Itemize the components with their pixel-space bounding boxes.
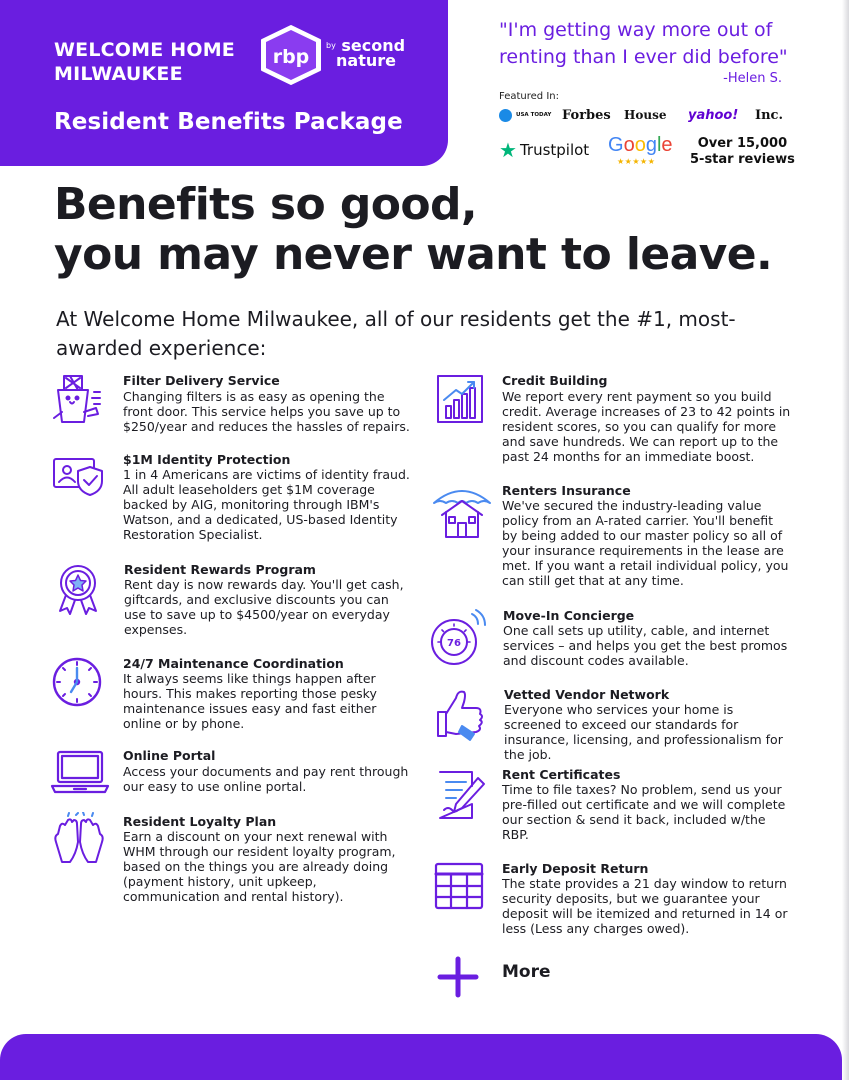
more-link[interactable]: More [502,962,551,982]
banner-title: WELCOME HOME MILWAUKEE [54,39,235,85]
benefit-title: $1M Identity Protection [123,452,291,467]
benefit-desc: Time to file taxes? No problem, send us your pre-filled out certificate and we will complete our section & send it back, included w/the RBP. [502,782,786,842]
intro-text: At Welcome Home Milwaukee, all of our residents get the #1, most-awarded experience: [56,307,736,360]
benefit-desc: It always seems like things happen after hours. This makes reporting those pesky maintenance issues easy and fast either online or by phone. [123,671,377,731]
yahoo-logo: yahoo! [688,107,739,123]
benefit-title: Move-In Concierge [503,608,635,623]
trustpilot-logo: ★ Trustpilot [499,138,590,162]
id-shield-icon [50,451,106,507]
thumbs-up-icon [432,686,488,742]
benefit-desc: Earn a discount on your next renewal with WHM through our resident loyalty program, based on the things you are already doing (payment history, unit upkeep, communication and rental history). [123,829,396,904]
clock-icon [50,654,106,710]
high-five-icon [50,812,106,868]
inc-logo: Inc. [755,107,783,123]
benefit-title: Resident Rewards Program [124,562,316,577]
usa-today-logo: USA TODAY [499,104,551,126]
forbes-logo: Forbes [562,107,611,123]
filter-box-icon [50,372,106,428]
google-rating-stars: ★★★★★ [617,157,656,166]
house-umbrella-icon [432,481,488,537]
house-logo: House [624,108,667,122]
benefit-title: Resident Loyalty Plan [123,814,277,829]
growth-chart-icon [432,372,488,428]
testimonial-author: -Helen S. [723,71,782,86]
footer-band [0,1034,842,1080]
benefit-desc: We've secured the industry-leading value policy from an A-rated carrier. You'll benefit by being added to our master policy so all of your insurance requirements in the lease are met. If you want a retail individual policy, you can still get that at any time. [502,498,789,588]
benefit-desc: We report every rent payment so you build credit. Average increases of 23 to 42 points in resident scores, so you can qualify for more and save hundreds. We can report up to the past 24 months for an immediate boost. [502,389,791,464]
main-headline: Benefits so good, you may never want to leave. [54,179,773,280]
google-logo: Google [608,134,673,156]
benefit-desc: Changing filters is as easy as opening the front door. This service helps you save up to $250/year and reduces the hassles of repairs. [123,389,410,434]
trustpilot-star-icon: ★ [499,138,517,162]
benefit-title: Online Portal [123,748,216,763]
benefit-title: Renters Insurance [502,483,631,498]
laptop-icon [50,746,106,802]
benefit-desc: 1 in 4 Americans are victims of identity fraud. All adult leaseholders get $1M coverage backed by AIG, monitoring through IBM's Watson, and a dedicated, US-based Identity Restoration Specialist. [123,467,410,542]
plus-icon[interactable] [437,956,479,998]
rbp-logo-text: rbp [272,46,310,68]
benefit-title: Filter Delivery Service [123,373,280,388]
benefit-desc: One call sets up utility, cable, and internet services – and helps you get the best promos and discount codes available. [503,623,788,668]
document-pen-icon [432,766,488,822]
testimonial-quote: "I'm getting way more out of renting than I ever did before" [499,19,788,68]
benefit-desc: Everyone who services your home is screened to exceed our standards for insurance, licensing, and professionalism for the job. [504,702,783,762]
benefit-title: Vetted Vendor Network [504,687,670,702]
banner-subtitle: Resident Benefits Package [54,109,403,135]
benefit-title: Early Deposit Return [502,861,649,876]
thermostat-reading: 76 [447,638,461,649]
benefit-title: 24/7 Maintenance Coordination [123,656,344,671]
benefit-title: Rent Certificates [502,767,621,782]
featured-in-label: Featured In: [499,91,559,102]
benefit-desc: The state provides a 21 day window to return security deposits, but we guarantee your deposit will be itemized and returned in 14 or less (Less any charges owed). [502,876,788,936]
header-banner [0,0,448,166]
page-edge [842,0,849,1080]
award-ribbon-icon [50,561,106,617]
benefit-desc: Access your documents and pay rent through our easy to use online portal. [123,764,409,794]
usa-today-dot-icon [499,109,512,122]
benefit-title: Credit Building [502,373,608,388]
rbp-logo [256,24,326,86]
second-nature-logo: $^{by}$ second nature [326,36,406,70]
reviews-count: Over 15,000 5-star reviews [690,136,795,167]
calendar-grid-icon [432,860,488,916]
benefit-desc: Rent day is now rewards day. You'll get cash, giftcards, and exclusive discounts you can use to save up to $4500/year on everyday expenses. [124,577,404,637]
thermostat-icon [428,606,484,662]
